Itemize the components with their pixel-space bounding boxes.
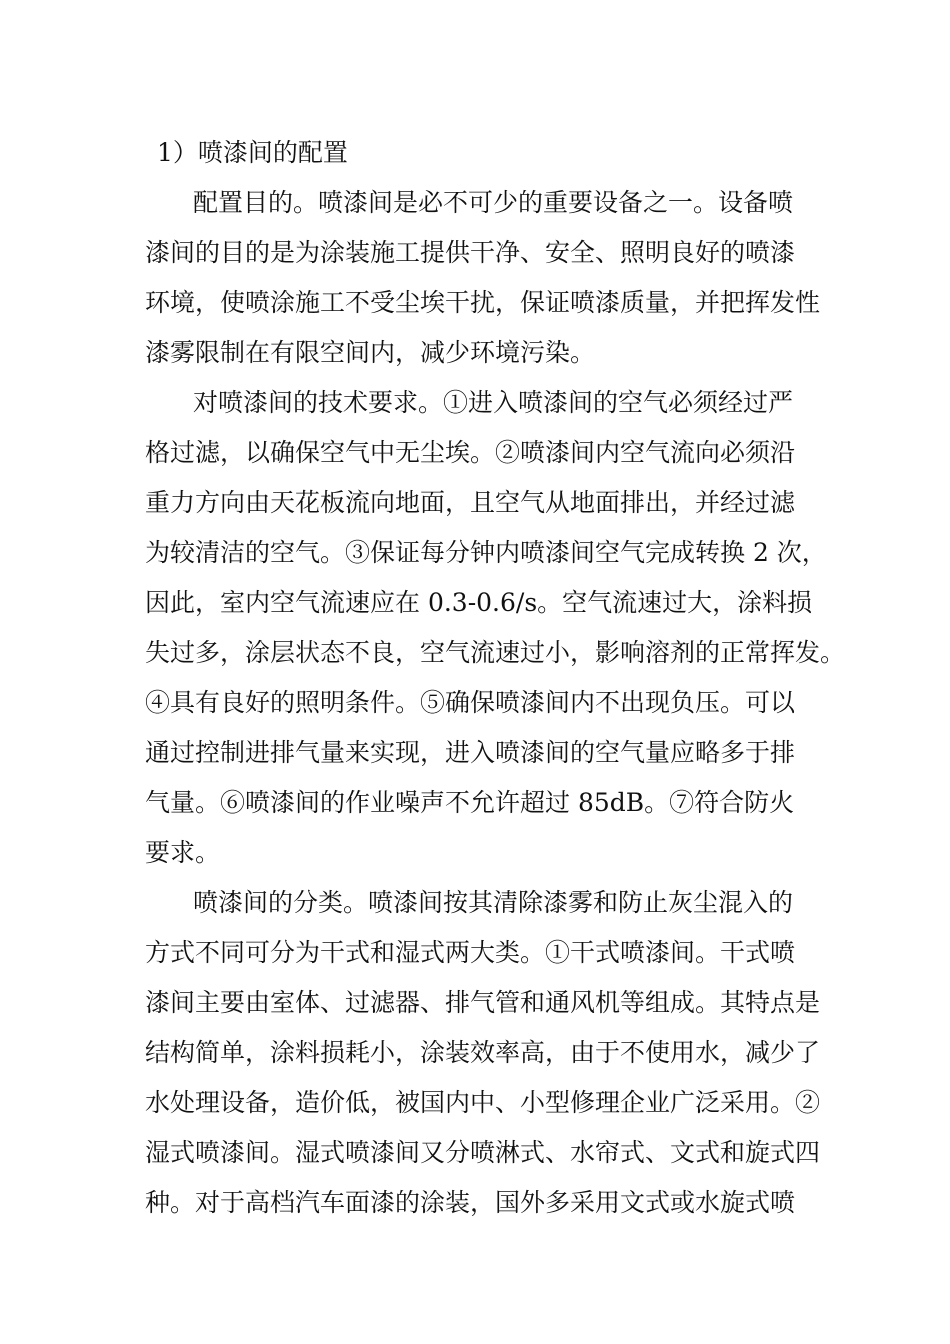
text-line: 要求。 — [145, 838, 221, 867]
text-line: 对喷漆间的技术要求。①进入喷漆间的空气必须经过严 — [193, 388, 794, 417]
text-line: 配置目的。喷漆间是必不可少的重要设备之一。设备喷 — [193, 188, 794, 217]
section-heading: 1）喷漆间的配置 — [157, 138, 348, 167]
document-body — [145, 128, 846, 1228]
text-line: 漆雾限制在有限空间内，减少环境污染。 — [145, 338, 596, 367]
text-line: 为较清洁的空气。③保证每分钟内喷漆间空气完成转换 2 次， — [145, 538, 827, 567]
text-line: 环境，使喷涂施工不受尘埃干扰，保证喷漆质量，并把挥发性 — [145, 288, 821, 317]
text-line: 漆间的目的是为涂装施工提供干净、安全、照明良好的喷漆 — [145, 238, 796, 267]
text-line: 格过滤，以确保空气中无尘埃。②喷漆间内空气流向必须沿 — [145, 438, 796, 467]
text-line: 重力方向由天花板流向地面，且空气从地面排出，并经过滤 — [145, 488, 796, 517]
paragraph-configuration-purpose — [145, 178, 825, 378]
text-line: 水处理设备，造价低，被国内中、小型修理企业广泛采用。② — [145, 1088, 821, 1117]
text-line: 漆间主要由室体、过滤器、排气管和通风机等组成。其特点是 — [145, 988, 821, 1017]
text-line: ④具有良好的照明条件。⑤确保喷漆间内不出现负压。可以 — [145, 688, 796, 717]
text-line: 湿式喷漆间。湿式喷漆间又分喷淋式、水帘式、文式和旋式四 — [145, 1138, 821, 1167]
paragraph-classification — [145, 878, 825, 1228]
text-line: 喷漆间的分类。喷漆间按其清除漆雾和防止灰尘混入的 — [193, 888, 794, 917]
text-line: 气量。⑥喷漆间的作业噪声不允许超过 85dB。⑦符合防火 — [145, 788, 795, 817]
text-line: 通过控制进排气量来实现，进入喷漆间的空气量应略多于排 — [145, 738, 796, 767]
text-line: 失过多，涂层状态不良，空气流速过小，影响溶剂的正常挥发。 — [145, 638, 846, 667]
text-line: 方式不同可分为干式和湿式两大类。①干式喷漆间。干式喷 — [145, 938, 796, 967]
text-line: 种。对于高档汽车面漆的涂装，国外多采用文式或水旋式喷 — [145, 1188, 796, 1217]
text-line: 因此，室内空气流速应在 0.3-0.6/s。空气流速过大，涂料损 — [145, 588, 813, 617]
paragraph-technical-requirements — [145, 378, 846, 878]
text-line: 结构简单，涂料损耗小，涂装效率高，由于不使用水，减少了 — [145, 1038, 821, 1067]
